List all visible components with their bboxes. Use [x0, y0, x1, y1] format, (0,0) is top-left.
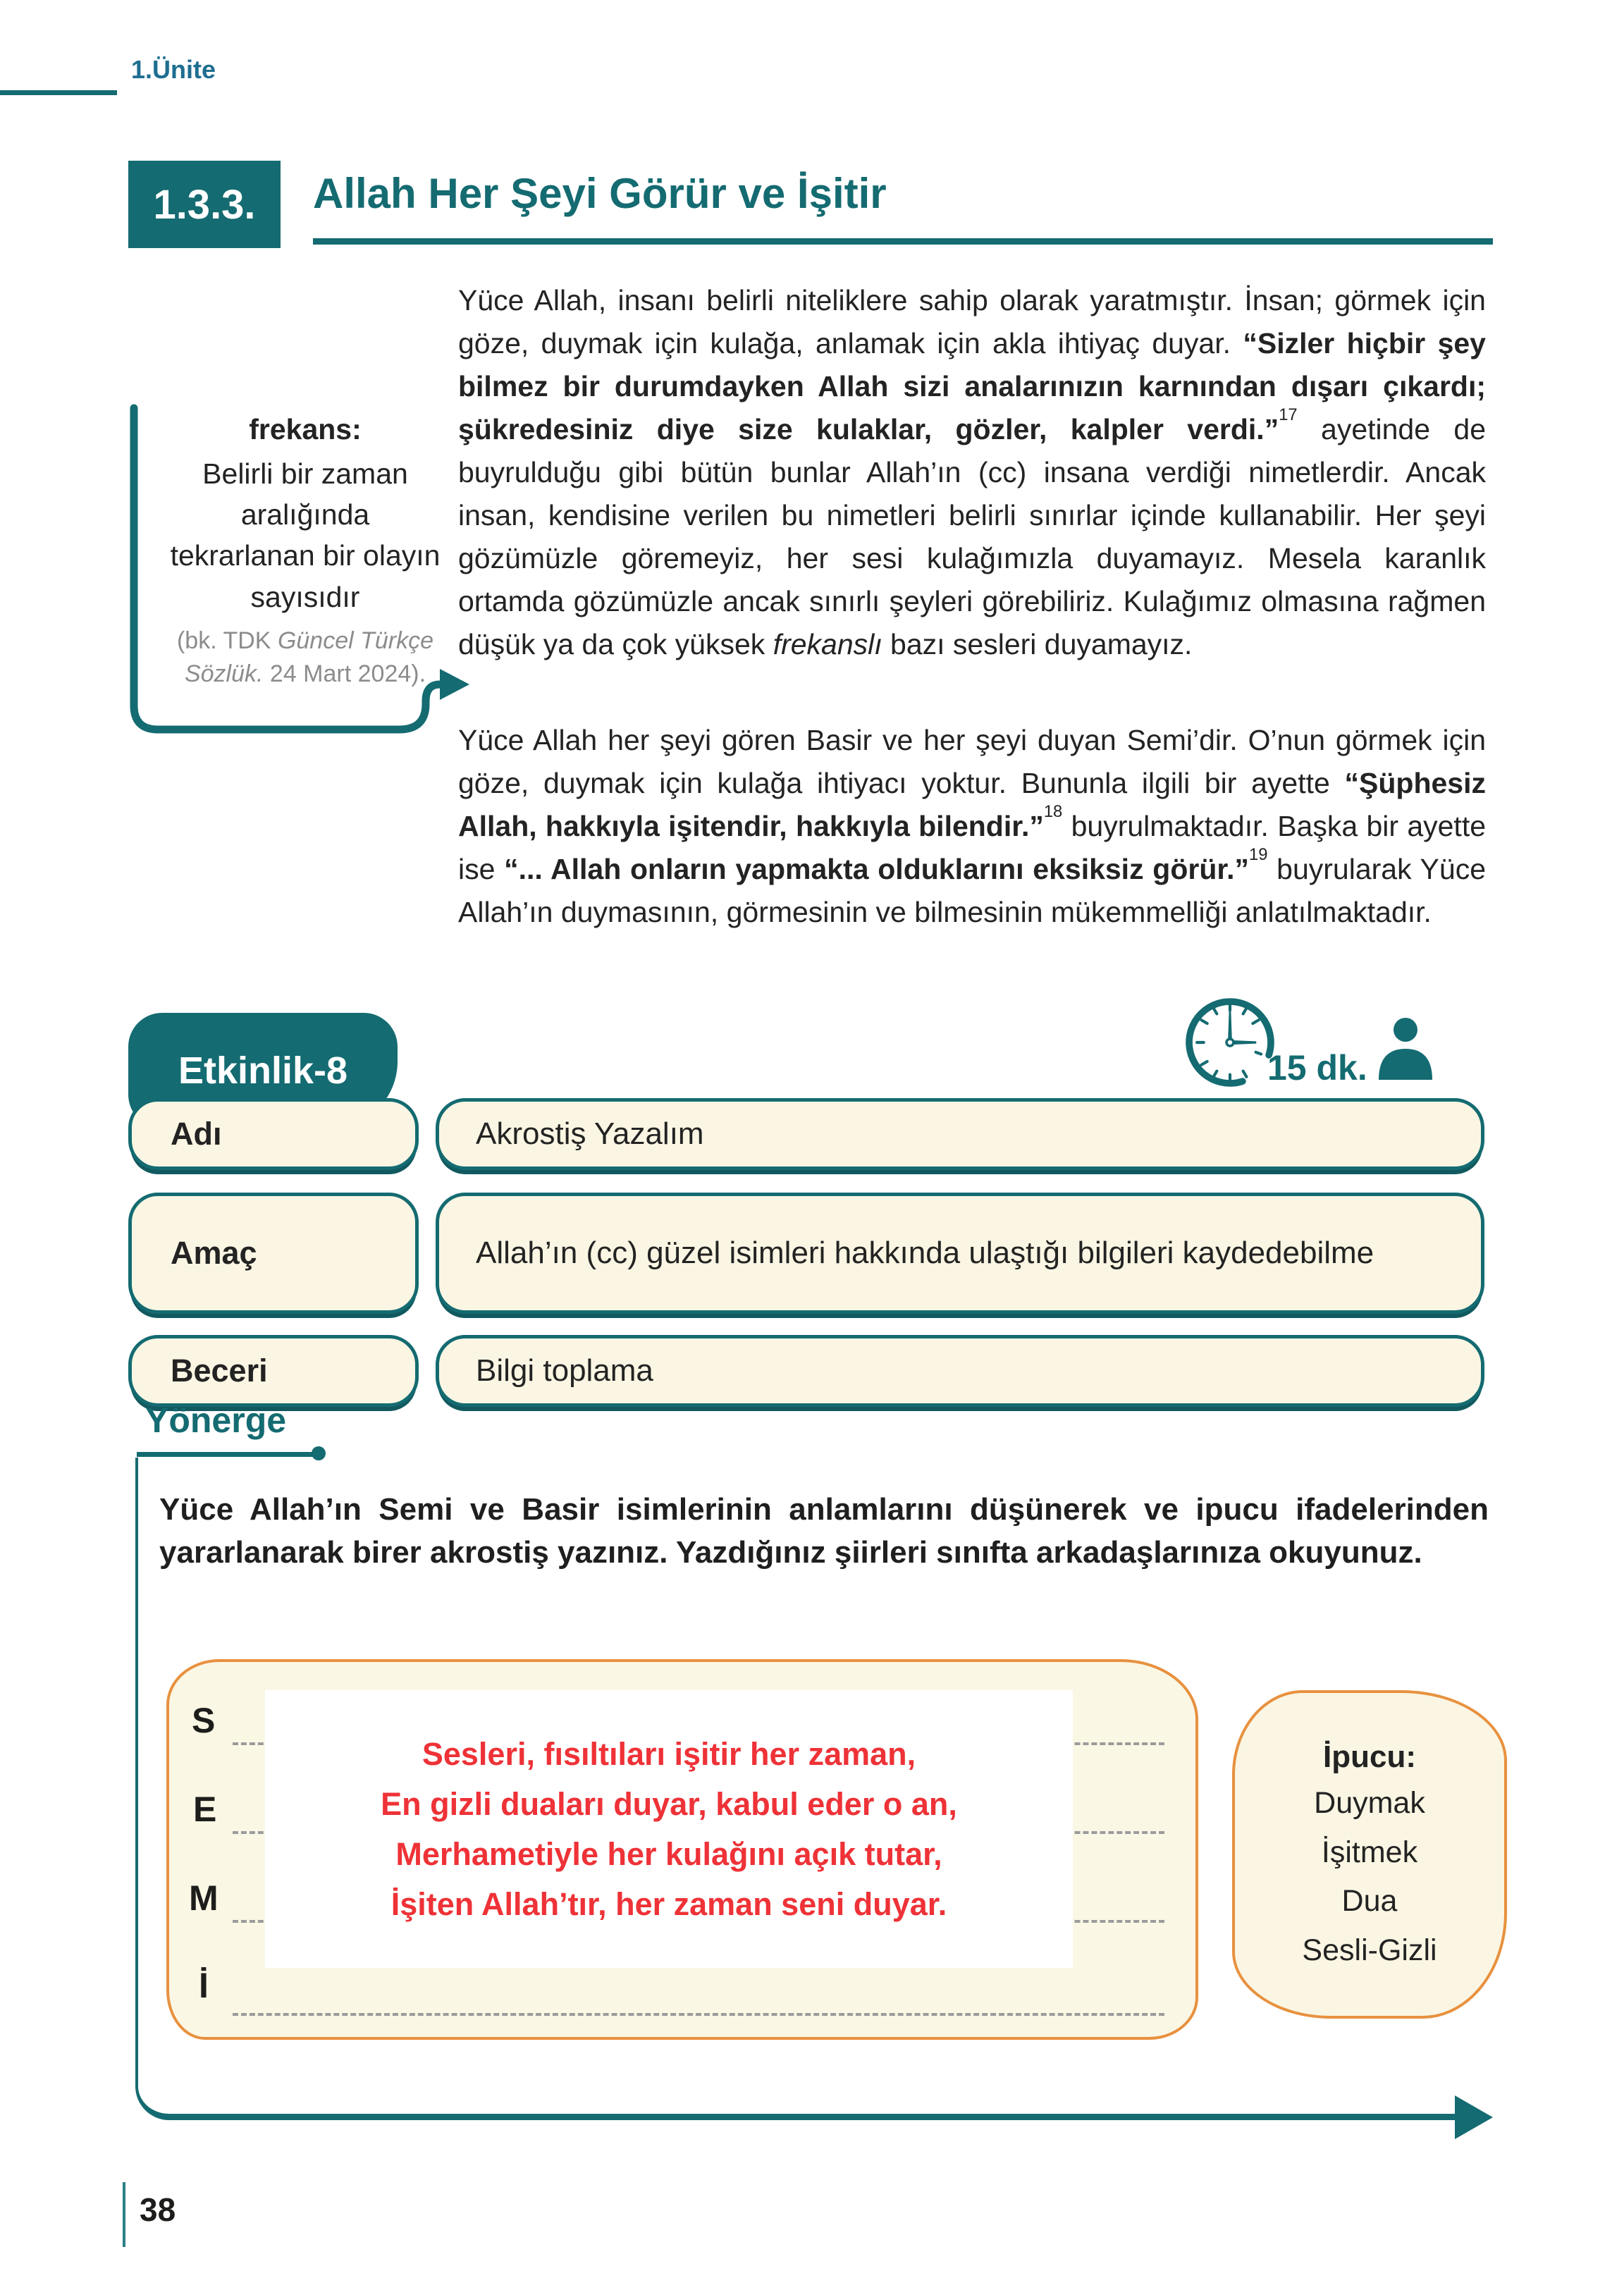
hint-item: Duymak	[1314, 1786, 1425, 1820]
body-paragraph-1: Yüce Allah, insanı belirli niteliklere sahip olarak yaratmıştır. İnsan; görmek için göze, duymak için kulağa, anlamak için akla ihtiyaç duyar. “Sizler hiçbir şey bilmez bir durumdayken Allah sizi analarınızın karnından dışarı çıkardı; şükredesiniz diye size kulaklar, gözler, kalpler verdi.”$^{17}$ ayetinde de buyrulduğu gibi bütün bunlar Allah’ın (cc) insana verdiği nimetlerdir. Ancak insan, kendisine verilen bu nimetleri belirli sınırlar içinde kullanabilir. Her şeyi gözümüzle göremeyiz, her sesi kulağımızla duyamayız. Mesela karanlık ortamda gözümüzle ancak sınırlı şeyleri görebiliriz. Kulağımız olmasına rağmen düşük ya da çok yüksek frekanslı bazı sesleri duyamayız.	[458, 284, 1486, 660]
activity-row-label	[128, 1098, 419, 1170]
hint-item: Sesli-Gizli	[1302, 1933, 1437, 1967]
row-value-text: Akrostiş Yazalım	[476, 1116, 704, 1152]
definition-text: Belirli bir zaman aralığında tekrarlanan bir olayın sayısıdır	[170, 457, 441, 613]
row-label-text: Beceri	[171, 1353, 268, 1389]
unit-header-line	[0, 90, 117, 95]
row-value-text: Allah’ın (cc) güzel isimleri hakkında ulaştığı bilgileri kaydedebilme	[476, 1236, 1374, 1271]
poem-line: İşiten Allah’tır, her zaman seni duyar.	[390, 1886, 947, 1922]
row-label-text: Adı	[171, 1116, 222, 1152]
page-title: Allah Her Şeyi Görür ve İşitir	[313, 170, 887, 217]
activity-badge: Etkinlik-8	[128, 1013, 398, 1128]
activity-row-label	[128, 1335, 419, 1407]
hint-box	[1232, 1690, 1507, 2019]
page-number: 38	[140, 2191, 176, 2228]
acrostic-letter: E	[193, 1790, 217, 1829]
acrostic-letter: İ	[199, 1966, 209, 2005]
activity-row-value	[436, 1193, 1484, 1314]
definition-note	[166, 413, 444, 691]
citation-prefix: (bk. TDK	[176, 627, 278, 654]
definition-citation	[166, 624, 444, 691]
poem-line: En gizli duaları duyar, kabul eder o an,	[381, 1786, 957, 1822]
directive-heading: Yönerge	[145, 1401, 287, 1440]
hint-item: İşitmek	[1321, 1835, 1418, 1869]
unit-label: 1.Ünite	[131, 55, 216, 84]
citation-source: Güncel Türkçe Sözlük.	[184, 627, 434, 688]
acrostic-letter: S	[192, 1701, 216, 1740]
directive-underline	[137, 1452, 317, 1457]
clock-icon	[1181, 994, 1279, 1091]
poem-box	[265, 1690, 1073, 1968]
activity-row-value	[436, 1098, 1484, 1170]
row-label-text: Amaç	[171, 1235, 257, 1271]
section-number-badge: 1.3.3.	[128, 161, 281, 248]
directive-text: Yüce Allah’ın Semi ve Basir isimlerinin anlamlarını düşünerek ve ipucu ifadelerinden yararlanarak birer akrostiş yazınız. Yazdığınız şiirleri sınıfta arkadaşlarınıza okuyunuz.	[159, 1492, 1489, 1570]
activity-row-label	[128, 1193, 419, 1314]
activity-row-value	[436, 1335, 1484, 1407]
definition-term: frekans:	[249, 413, 362, 445]
arrow-right-icon	[1455, 2095, 1493, 2139]
body-paragraph-2: Yüce Allah her şeyi gören Basir ve her şeyi duyan Semi’dir. O’nun görmek için göze, duymak için kulağa ihtiyacı yoktur. Bununla ilgili bir ayette “Şüphesiz Allah, hakkıyla işitendir, hakkıyla bilendir.”$^{18}$ buyrulmaktadır. Başka bir ayette ise “... Allah onların yapmakta olduklarını eksiksiz görür.”$^{19}$ buyrularak Yüce Allah’ın duymasının, görmesinin ve bilmesinin mükemmelliği anlatılmaktadır.	[458, 724, 1487, 928]
hint-item: Dua	[1341, 1884, 1398, 1919]
citation-suffix: 24 Mart 2024).	[263, 660, 426, 688]
acrostic-letter: M	[189, 1878, 219, 1918]
page-number-line	[123, 2182, 125, 2247]
title-underline	[313, 238, 1493, 245]
duration-label: 15 dk.	[1267, 1048, 1367, 1088]
poem-line: Sesleri, fısıltıları işitir her zaman,	[422, 1736, 916, 1772]
poem-line: Merhametiyle her kulağını açık tutar,	[395, 1836, 942, 1872]
hint-title: İpucu:	[1323, 1740, 1416, 1774]
row-value-text: Bilgi toplama	[476, 1353, 653, 1389]
person-icon	[1370, 1014, 1441, 1080]
acrostic-write-line	[233, 2013, 1164, 2016]
